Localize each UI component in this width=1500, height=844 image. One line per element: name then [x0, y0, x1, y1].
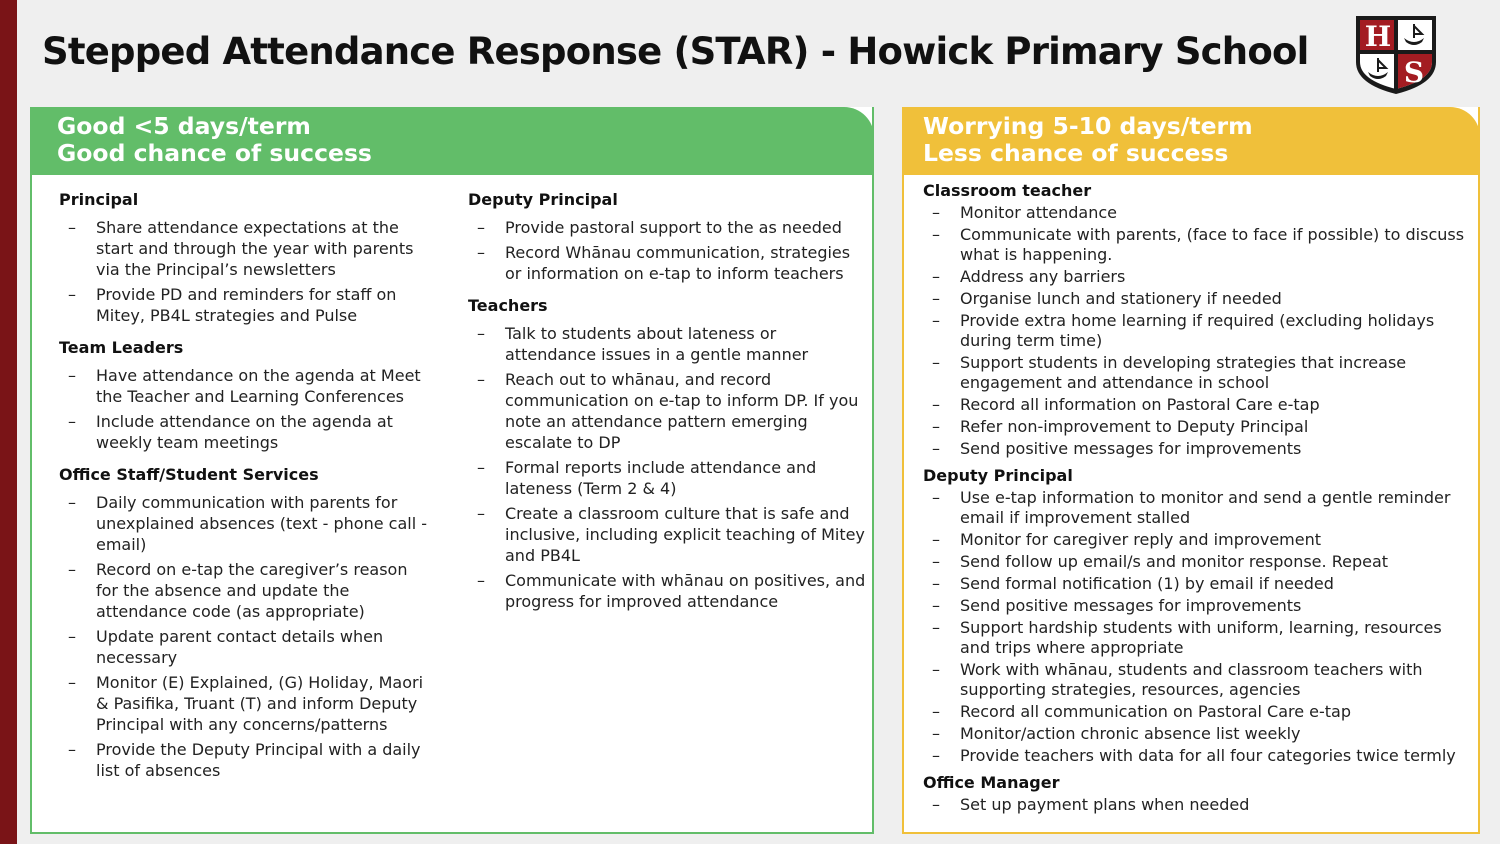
role-item-list — [59, 365, 429, 453]
dash-bullet-icon: – — [68, 412, 76, 431]
list-item: – Have attendance on the agenda at Meet the Teacher and Learning Conferences — [68, 366, 421, 406]
role-item-list — [468, 323, 868, 612]
role-heading: Deputy Principal — [923, 466, 1073, 485]
list-item: – Monitor attendance — [932, 203, 1117, 222]
list-item: – Provide extra home learning if required (excluding holidays during term time) — [932, 311, 1435, 350]
left-accent-bar — [0, 0, 17, 844]
worrying-panel-header — [902, 107, 1480, 175]
list-item: – Communicate with whānau on positives, and progress for improved attendance — [477, 571, 866, 611]
list-item: – Send positive messages for improvements — [932, 596, 1302, 615]
dash-bullet-icon: – — [932, 574, 940, 593]
dash-bullet-icon: – — [477, 504, 485, 523]
dash-bullet-icon: – — [932, 267, 940, 286]
list-item: – Organise lunch and stationery if needed — [932, 289, 1282, 308]
dash-bullet-icon: – — [932, 353, 940, 372]
role-heading: Deputy Principal — [468, 190, 618, 209]
dash-bullet-icon: – — [932, 417, 940, 436]
dash-bullet-icon: – — [932, 795, 940, 814]
dash-bullet-icon: – — [68, 627, 76, 646]
list-item: – Monitor/action chronic absence list weekly — [932, 724, 1301, 743]
dash-bullet-icon: – — [68, 673, 76, 692]
list-item: – Communicate with parents, (face to face if possible) to discuss what is happening. — [932, 225, 1465, 264]
dash-bullet-icon: – — [68, 560, 76, 579]
list-item: – Monitor (E) Explained, (G) Holiday, Maori & Pasifika, Truant (T) and inform Deputy Principal with any concerns/patterns — [68, 673, 424, 734]
list-item: – Refer non-improvement to Deputy Principal — [932, 417, 1309, 436]
dash-bullet-icon: – — [932, 439, 940, 458]
dash-bullet-icon: – — [932, 203, 940, 222]
dash-bullet-icon: – — [477, 370, 485, 389]
school-crest-icon — [1352, 12, 1440, 96]
worrying-header-line1: Worrying 5-10 days/term — [923, 112, 1253, 140]
dash-bullet-icon: – — [932, 618, 940, 637]
list-item: – Reach out to whānau, and record communication on e-tap to inform DP. If you note an attendance pattern emerging escalate to DP — [477, 370, 859, 452]
dash-bullet-icon: – — [68, 493, 76, 512]
list-item: – Formal reports include attendance and lateness (Term 2 & 4) — [477, 458, 817, 498]
list-item: – Include attendance on the agenda at weekly team meetings — [68, 412, 393, 452]
dash-bullet-icon: – — [932, 289, 940, 308]
good-column-right — [468, 189, 868, 623]
dash-bullet-icon: – — [932, 702, 940, 721]
role-item-list — [468, 217, 868, 284]
page-title: Stepped Attendance Response (STAR) - Howick Primary School — [42, 30, 1309, 73]
role-heading: Team Leaders — [59, 338, 184, 357]
role-item-list — [923, 795, 1471, 815]
role-item-list — [923, 203, 1471, 459]
dash-bullet-icon: – — [477, 243, 485, 262]
crest-letter-h: H — [1364, 20, 1392, 53]
list-item: – Create a classroom culture that is safe and inclusive, including explicit teaching of Mitey and PB4L — [477, 504, 865, 565]
dash-bullet-icon: – — [477, 324, 485, 343]
role-heading: Principal — [59, 190, 139, 209]
good-header-line2: Good chance of success — [57, 139, 372, 167]
crest-letter-s: S — [1403, 56, 1425, 89]
dash-bullet-icon: – — [68, 218, 76, 237]
role-item-list — [59, 217, 429, 326]
role-item-list — [923, 488, 1471, 766]
dash-bullet-icon: – — [932, 225, 940, 244]
role-heading: Teachers — [468, 296, 548, 315]
dash-bullet-icon: – — [932, 552, 940, 571]
dash-bullet-icon: – — [932, 395, 940, 414]
list-item: – Record all information on Pastoral Care e-tap — [932, 395, 1320, 414]
dash-bullet-icon: – — [477, 218, 485, 237]
good-panel-header — [30, 107, 874, 175]
dash-bullet-icon: – — [932, 596, 940, 615]
list-item: – Use e-tap information to monitor and send a gentle reminder email if improvement stalled — [932, 488, 1451, 527]
list-item: – Support students in developing strategies that increase engagement and attendance in school — [932, 353, 1407, 392]
dash-bullet-icon: – — [68, 285, 76, 304]
list-item: – Monitor for caregiver reply and improvement — [932, 530, 1322, 549]
list-item: – Provide teachers with data for all four categories twice termly — [932, 746, 1456, 765]
list-item: – Update parent contact details when necessary — [68, 627, 384, 667]
dash-bullet-icon: – — [932, 311, 940, 330]
list-item: – Support hardship students with uniform, learning, resources and trips where appropriate — [932, 618, 1442, 657]
list-item: – Record all communication on Pastoral Care e-tap — [932, 702, 1352, 721]
list-item: – Send formal notification (1) by email if needed — [932, 574, 1334, 593]
role-heading: Office Manager — [923, 773, 1060, 792]
worrying-header-line2: Less chance of success — [923, 139, 1229, 167]
dash-bullet-icon: – — [932, 746, 940, 765]
dash-bullet-icon: – — [477, 458, 485, 477]
dash-bullet-icon: – — [477, 571, 485, 590]
role-item-list — [59, 492, 429, 781]
list-item: – Work with whānau, students and classroom teachers with supporting strategies, resources, agencies — [932, 660, 1423, 699]
dash-bullet-icon: – — [932, 660, 940, 679]
list-item: – Address any barriers — [932, 267, 1126, 286]
role-heading: Office Staff/Student Services — [59, 465, 319, 484]
dash-bullet-icon: – — [68, 740, 76, 759]
list-item: – Provide pastoral support to the as needed — [477, 218, 842, 237]
worrying-column — [923, 181, 1471, 822]
dash-bullet-icon: – — [932, 530, 940, 549]
dash-bullet-icon: – — [932, 488, 940, 507]
list-item: – Talk to students about lateness or attendance issues in a gentle manner — [477, 324, 809, 364]
good-column-left — [59, 189, 429, 792]
list-item: – Share attendance expectations at the start and through the year with parents via the Principal’s newsletters — [68, 218, 414, 279]
list-item: – Provide the Deputy Principal with a daily list of absences — [68, 740, 421, 780]
list-item: – Daily communication with parents for unexplained absences (text - phone call - email) — [68, 493, 428, 554]
dash-bullet-icon: – — [68, 366, 76, 385]
dash-bullet-icon: – — [932, 724, 940, 743]
good-header-line1: Good <5 days/term — [57, 112, 311, 140]
good-panel — [30, 107, 874, 834]
list-item: – Send positive messages for improvements — [932, 439, 1302, 458]
list-item: – Send follow up email/s and monitor response. Repeat — [932, 552, 1389, 571]
list-item: – Record on e-tap the caregiver’s reason for the absence and update the attendance code (as appropriate) — [68, 560, 408, 621]
role-heading: Classroom teacher — [923, 181, 1092, 200]
list-item: – Set up payment plans when needed — [932, 795, 1250, 814]
worrying-panel — [902, 107, 1480, 834]
list-item: – Record Whānau communication, strategies or information on e-tap to inform teachers — [477, 243, 851, 283]
list-item: – Provide PD and reminders for staff on Mitey, PB4L strategies and Pulse — [68, 285, 397, 325]
